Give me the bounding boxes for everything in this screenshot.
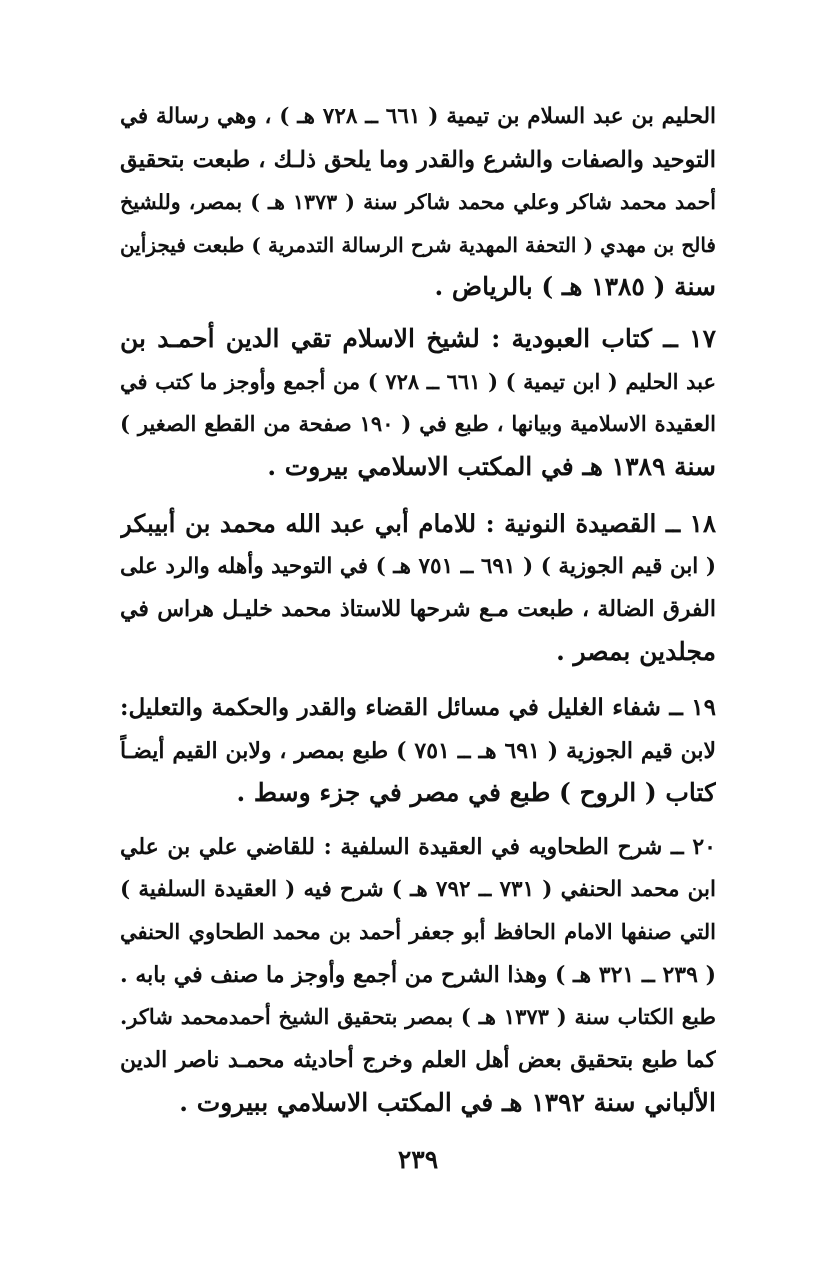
text-line: التوحيد والصفات والشرع والقدر وما يلحق ذلـك ، طبعت بتحقيق (120, 146, 716, 173)
text-line: فالح بن مهدي ( التحفة المهدية شرح الرسالة التدمرية ) طبعت فيجزأين (120, 232, 716, 257)
page-number: ٢٣٩ (397, 1145, 439, 1174)
text-line: الألباني سنة ١٣٩٢ هـ في المكتب الاسلامي ببيروت . (179, 1087, 716, 1117)
text-line: عبد الحليم ( ابن تيمية ) ( ٦٦١ ــ ٧٢٨ ) من أجمع وأوجز ما كتب في (120, 368, 716, 394)
text-line: ٢٠ ــ شرح الطحاويه في العقيدة السلفية : للقاضي علي بن علي (120, 834, 716, 860)
text-line: ( ٢٣٩ ــ ٣٢١ هـ ) وهذا الشرح من أجمع وأوجز ما صنف في بابه . (120, 961, 716, 988)
text-line: سنة ( ١٣٨٥ هـ ) بالرياض . (434, 272, 716, 302)
text-line: ١٩ ــ شفاء الغليل في مسائل القضاء والقدر والحكمة والتعليل: (120, 694, 716, 721)
entry-17 (120, 318, 716, 488)
text-line: ابن محمد الحنفي ( ٧٣١ ــ ٧٩٢ هـ ) شرح فيه ( العقيدة السلفية ) (120, 876, 716, 902)
text-line: العقيدة الاسلامية وبيانها ، طبع في ( ١٩٠ صفحة من القطع الصغير ) (120, 411, 716, 437)
text-line: كتاب ( الروح ) طبع في مصر في جزء وسط . (236, 778, 716, 808)
text-line: التي صنفها الامام الحافظ أبو جعفر أحمد بن محمد الطحاوي الحنفي (120, 919, 716, 945)
text-line: أحمد محمد شاكر وعلي محمد شاكر سنة ( ١٣٧٣ هـ ) بمصر، وللشيخ (120, 190, 716, 215)
entry-18 (120, 503, 716, 673)
text-line: سنة ١٣٨٩ هـ في المكتب الاسلامي بيروت . (267, 451, 716, 481)
text-line: الحليم بن عبد السلام بن تيمية ( ٦٦١ ــ ٧٢٨ هـ ) ، وهي رسالة في (120, 104, 716, 129)
text-line: ١٧ ــ كتاب العبودية : لشيخ الاسلام تقي الدين أحمـد بن (120, 324, 716, 353)
entry-19 (120, 687, 716, 815)
text-line: مجلدين بمصر . (556, 636, 716, 666)
entry-20 (120, 826, 716, 1124)
text-line: طبع الكتاب سنة ( ١٣٧٣ هـ ) بمصر بتحقيق الشيخ أحمدمحمد شاكر. (120, 1004, 716, 1030)
text-line: لابن قيم الجوزية ( ٦٩١ هـ ــ ٧٥١ ) طبع بمصر ، ولابن القيم أيضـاً (120, 737, 716, 764)
text-line: الفرق الضالة ، طبعت مـع شرحها للاستاذ محمد خليـل هراس في (120, 596, 716, 623)
text-line: ( ابن قيم الجوزية ) ( ٦٩١ ــ ٧٥١ هـ ) في التوحيد وأهله والرد على (120, 553, 716, 579)
paragraph-continuation (120, 96, 716, 309)
text-line: كما طبع بتحقيق بعض أهل العلم وخرج أحاديثه محمـد ناصر الدين (120, 1046, 716, 1073)
text-line: ١٨ ــ القصيدة النونية : للامام أبي عبد الله محمد بن أبيبكر (120, 509, 716, 538)
